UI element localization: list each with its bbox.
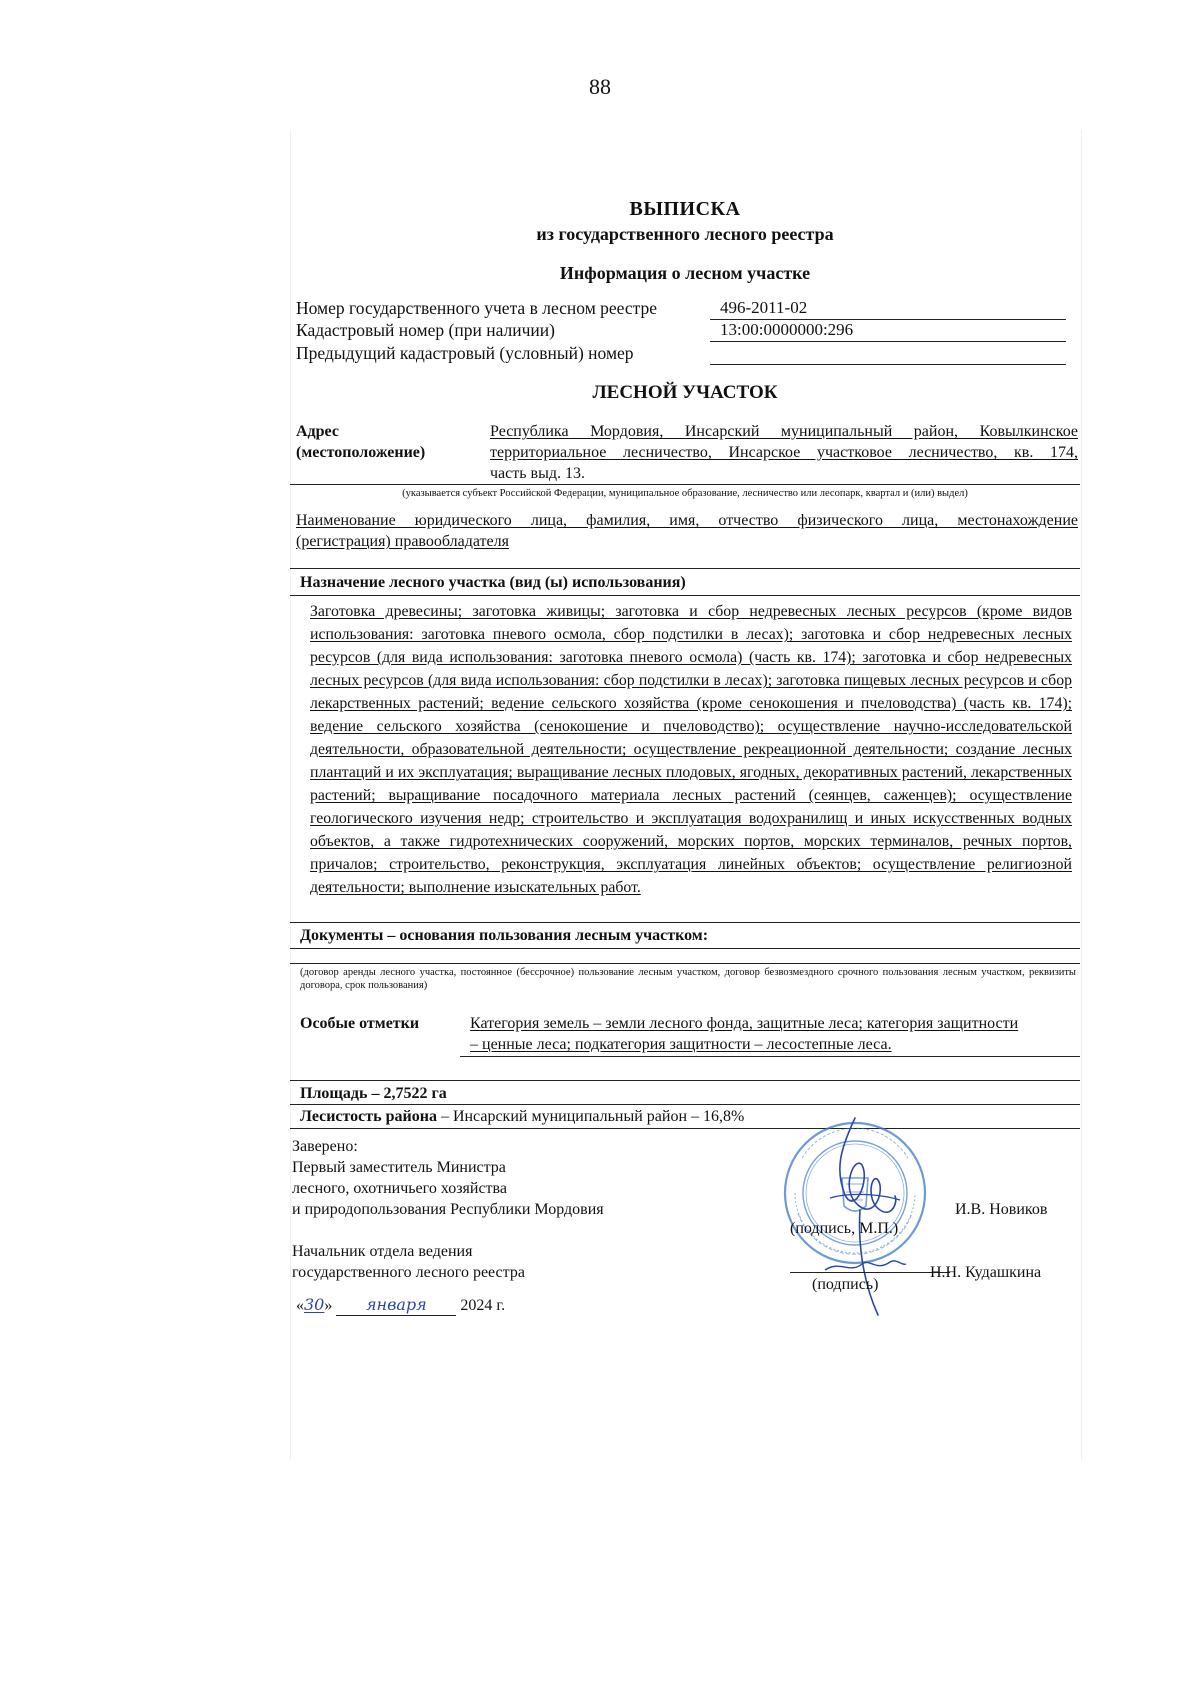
date-open-quote: « bbox=[296, 1297, 304, 1314]
address-line-2: территориальное лесничество, Инсарское участковое лесничество, кв. 174, bbox=[490, 444, 1078, 461]
signatory-1-position-1: Первый заместитель Министра bbox=[292, 1159, 506, 1176]
forest-cover bbox=[300, 1106, 744, 1127]
document-subtitle: из государственного лесного реестра bbox=[536, 224, 834, 244]
cadastral-number-label: Кадастровый номер (при наличии) bbox=[296, 320, 555, 340]
previous-cadastral-label: Предыдущий кадастровый (условный) номер bbox=[296, 343, 634, 363]
date-close-quote: » bbox=[324, 1297, 333, 1314]
area-rule bbox=[290, 1104, 1080, 1105]
previous-cadastral-value bbox=[710, 343, 1066, 365]
forest-cover-rule bbox=[290, 1128, 1080, 1129]
registry-number-value: 496-2011-02 bbox=[710, 298, 1066, 320]
registry-number-label: Номер государственного учета в лесном реестре bbox=[296, 298, 658, 318]
signatory-2-name: Н.Н. Кудашкина bbox=[930, 1264, 1042, 1281]
purpose-heading: Назначение лесного участка (вид (ы) использования) bbox=[300, 574, 686, 591]
forest-cover-label: Лесистость района bbox=[300, 1108, 437, 1125]
date-day: 30 bbox=[304, 1295, 325, 1314]
forest-cover-value: – Инсарский муниципальный район – 16,8% bbox=[440, 1108, 745, 1125]
purpose-rule bbox=[290, 922, 1080, 923]
special-notes-label: Особые отметки bbox=[300, 1015, 420, 1032]
certified-label: Заверено: bbox=[292, 1138, 358, 1155]
documents-heading: Документы – основания пользования лесным участком: bbox=[300, 927, 709, 944]
address-rule bbox=[290, 484, 1080, 485]
documents-rule-1 bbox=[290, 948, 1080, 949]
documents-note: (договор аренды лесного участка, постоянное (бессрочное) пользование лесным участком, договор безвозмездного срочного пользования лесным участком, реквизиты договора, срок пользования) bbox=[300, 967, 1076, 991]
signatory-2-position-2: государственного лесного реестра bbox=[292, 1264, 525, 1281]
document-date bbox=[296, 1294, 505, 1316]
special-notes-rule-2 bbox=[290, 1080, 1080, 1081]
signatory-1-position-2: лесного, охотничьего хозяйства bbox=[292, 1180, 507, 1197]
signature-1-caption: (подпись, М.П.) bbox=[790, 1220, 899, 1237]
address-note: (указывается субъект Российской Федерации, муниципальное образование, лесничество или лесопарк, квартал и (или) выдел) bbox=[402, 488, 968, 499]
signatory-2-position-1: Начальник отдела ведения bbox=[292, 1243, 473, 1260]
owner-rule bbox=[290, 568, 1080, 569]
special-notes-line-1: Категория земель – земли лесного фонда, защитные леса; категория защитности bbox=[470, 1015, 1019, 1032]
owner-line-1: Наименование юридического лица, фамилия, имя, отчество физического лица, местонахождение bbox=[296, 512, 1078, 529]
address-label-sub: (местоположение) bbox=[296, 444, 426, 461]
cadastral-number-value: 13:00:0000000:296 bbox=[710, 320, 1066, 342]
section-title: Информация о лесном участке bbox=[559, 263, 811, 283]
purpose-heading-rule bbox=[290, 595, 1080, 596]
special-notes-rule bbox=[460, 1056, 1080, 1057]
date-year: 2024 г. bbox=[460, 1297, 506, 1314]
page-number: 88 bbox=[589, 74, 611, 99]
signature-2-caption: (подпись) bbox=[812, 1276, 879, 1293]
documents-rule-2 bbox=[290, 963, 1080, 964]
purpose-text: Заготовка древесины; заготовка живицы; заготовка и сбор недревесных лесных ресурсов (кроме видов использования: заготовка пневого осмола, сбор подстилки в лесах); заготовка и сбор недревесных лесных ресурсов (для вида использования: заготовка пневого осмола) (часть кв. 174); заготовка и сбор недревесных лесных ресурсов (для вида использования: сбор подстилки в лесах); заготовка пищевых лесных ресурсов и сбор лекарственных растений; ведение сельского хозяйства (кроме сенокошения и пчеловодства) (часть кв. 174); ведение сельского хозяйства (сенокошение и пчеловодство); осуществление научно-исследовательской деятельности, образовательной деятельности; осуществление рекреационной деятельности; создание лесных плантаций и их эксплуатация; выращивание лесных плодовых, ягодных, декоративных растений, лекарственных растений; выращивание посадочного материала лесных растений (сеянцев, саженцев); осуществление геологического изучения недр; строительство и эксплуатация водохранилищ и иных искусственных водных объектов, а также гидротехнических сооружений, морских портов, морских терминалов, речных портов, причалов; строительство, реконструкция, эксплуатация линейных объектов; осуществление религиозной деятельности; выполнение изыскательных работ. bbox=[310, 603, 1072, 896]
area-value: Площадь – 2,7522 га bbox=[300, 1085, 447, 1102]
signature-2-line bbox=[790, 1272, 950, 1273]
owner-line-2: (регистрация) правообладателя bbox=[296, 533, 509, 550]
address-line-3: часть выд. 13. bbox=[490, 465, 585, 482]
address-label: Адрес bbox=[296, 423, 339, 440]
signatory-1-name: И.В. Новиков bbox=[955, 1201, 1048, 1218]
special-notes-line-2: – ценные леса; подкатегория защитности – лесостепные леса. bbox=[470, 1036, 892, 1053]
plot-title: ЛЕСНОЙ УЧАСТОК bbox=[592, 382, 778, 403]
address-line-1: Республика Мордовия, Инсарский муниципальный район, Ковылкинское bbox=[490, 423, 1078, 440]
document-title: ВЫПИСКА bbox=[629, 198, 741, 220]
date-month: января bbox=[336, 1294, 456, 1316]
signatory-1-position-3: и природопользования Республики Мордовия bbox=[292, 1201, 604, 1218]
